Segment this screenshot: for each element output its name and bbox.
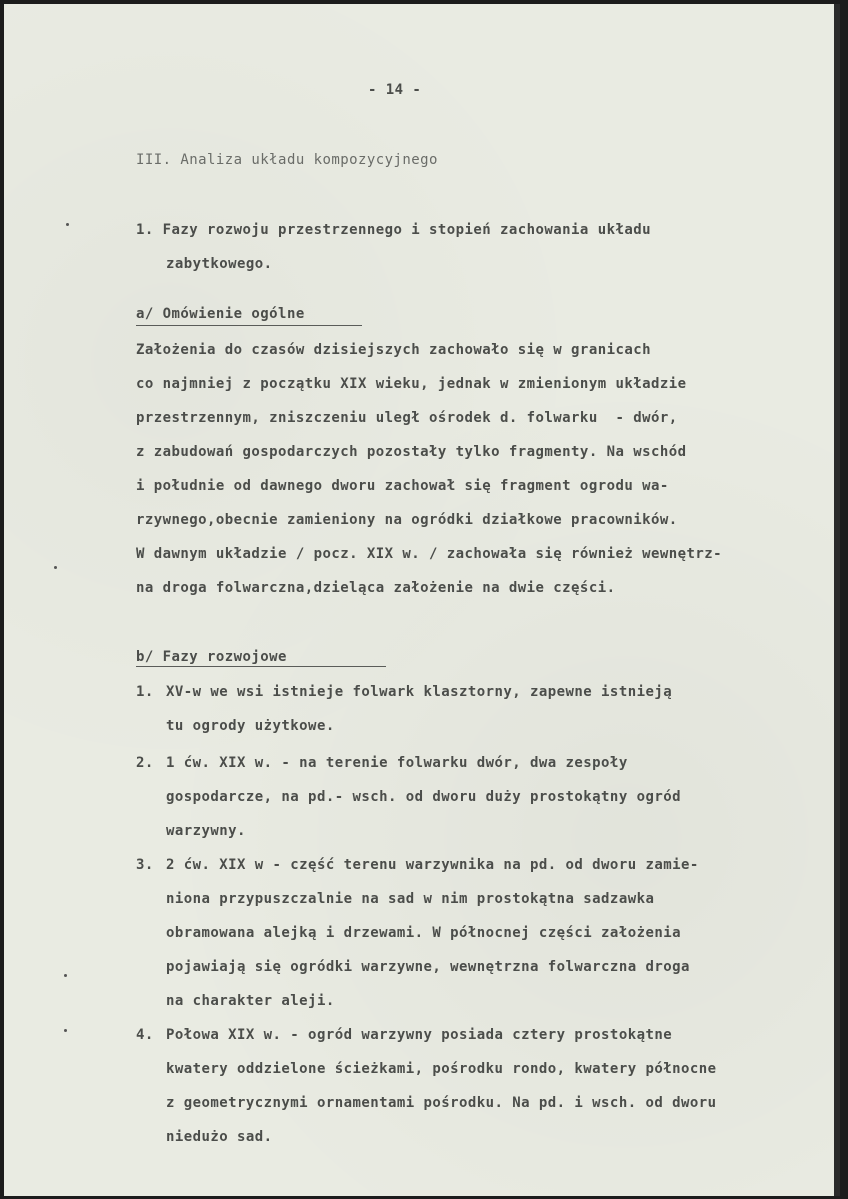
margin-dot	[64, 974, 67, 977]
paragraph-line: i południe od dawnego dworu zachował się fragment ogrodu wa-	[136, 478, 669, 494]
subsection-heading-line1: 1. Fazy rozwoju przestrzennego i stopień zachowania układu	[136, 222, 651, 238]
list-item-line: gospodarcze, na pd.- wsch. od dworu duży prostokątny ogród	[166, 789, 681, 805]
list-item-line: obramowana alejką i drzewami. W północnej części założenia	[166, 925, 681, 941]
list-item-line: tu ogrody użytkowe.	[166, 718, 335, 734]
paragraph-line: z zabudowań gospodarczych pozostały tylko fragmenty. Na wschód	[136, 444, 687, 460]
list-item-line: warzywny.	[166, 823, 246, 839]
part-a-underline	[136, 325, 362, 326]
list-item-line: 2 ćw. XIX w - część terenu warzywnika na pd. od dworu zamie-	[166, 857, 699, 873]
part-a-heading: a/ Omówienie ogólne	[136, 306, 305, 322]
list-item-number: 2.	[136, 755, 154, 771]
list-item-line: 1 ćw. XIX w. - na terenie folwarku dwór, dwa zespoły	[166, 755, 628, 771]
paragraph-line: Założenia do czasów dzisiejszych zachowało się w granicach	[136, 342, 651, 358]
paragraph-line: rzywnego,obecnie zamieniony na ogródki działkowe pracowników.	[136, 512, 678, 528]
list-item-line: XV-w we wsi istnieje folwark klasztorny, zapewne istnieją	[166, 684, 673, 700]
paragraph-line: na droga folwarczna,dzieląca założenie na dwie części.	[136, 580, 616, 596]
list-item-line: z geometrycznymi ornamentami pośrodku. Na pd. i wsch. od dworu	[166, 1095, 717, 1111]
list-item-line: kwatery oddzielone ścieżkami, pośrodku rondo, kwatery północne	[166, 1061, 717, 1077]
margin-dot	[66, 223, 69, 226]
list-item-number: 3.	[136, 857, 154, 873]
page-number: - 14 -	[368, 82, 422, 98]
part-b-underline	[136, 666, 386, 667]
section-title: III. Analiza układu kompozycyjnego	[136, 152, 438, 168]
paragraph-line: co najmniej z początku XIX wieku, jednak w zmienionym układzie	[136, 376, 687, 392]
list-item-line: na charakter aleji.	[166, 993, 335, 1009]
document-page	[4, 4, 840, 1196]
list-item-line: niona przypuszczalnie na sad w nim prostokątna sadzawka	[166, 891, 655, 907]
list-item-line: Połowa XIX w. - ogród warzywny posiada cztery prostokątne	[166, 1027, 673, 1043]
list-item-line: niedużo sad.	[166, 1129, 273, 1145]
list-item-line: pojawiają się ogródki warzywne, wewnętrzna folwarczna droga	[166, 959, 690, 975]
margin-dot	[64, 1029, 67, 1032]
paragraph-line: przestrzennym, zniszczeniu uległ ośrodek d. folwarku - dwór,	[136, 410, 678, 426]
list-item-number: 1.	[136, 684, 154, 700]
part-b-heading: b/ Fazy rozwojowe	[136, 649, 287, 665]
margin-dot	[54, 566, 57, 569]
subsection-heading-line2: zabytkowego.	[166, 256, 273, 272]
paragraph-line: W dawnym układzie / pocz. XIX w. / zachowała się również wewnętrz-	[136, 546, 722, 562]
list-item-number: 4.	[136, 1027, 154, 1043]
